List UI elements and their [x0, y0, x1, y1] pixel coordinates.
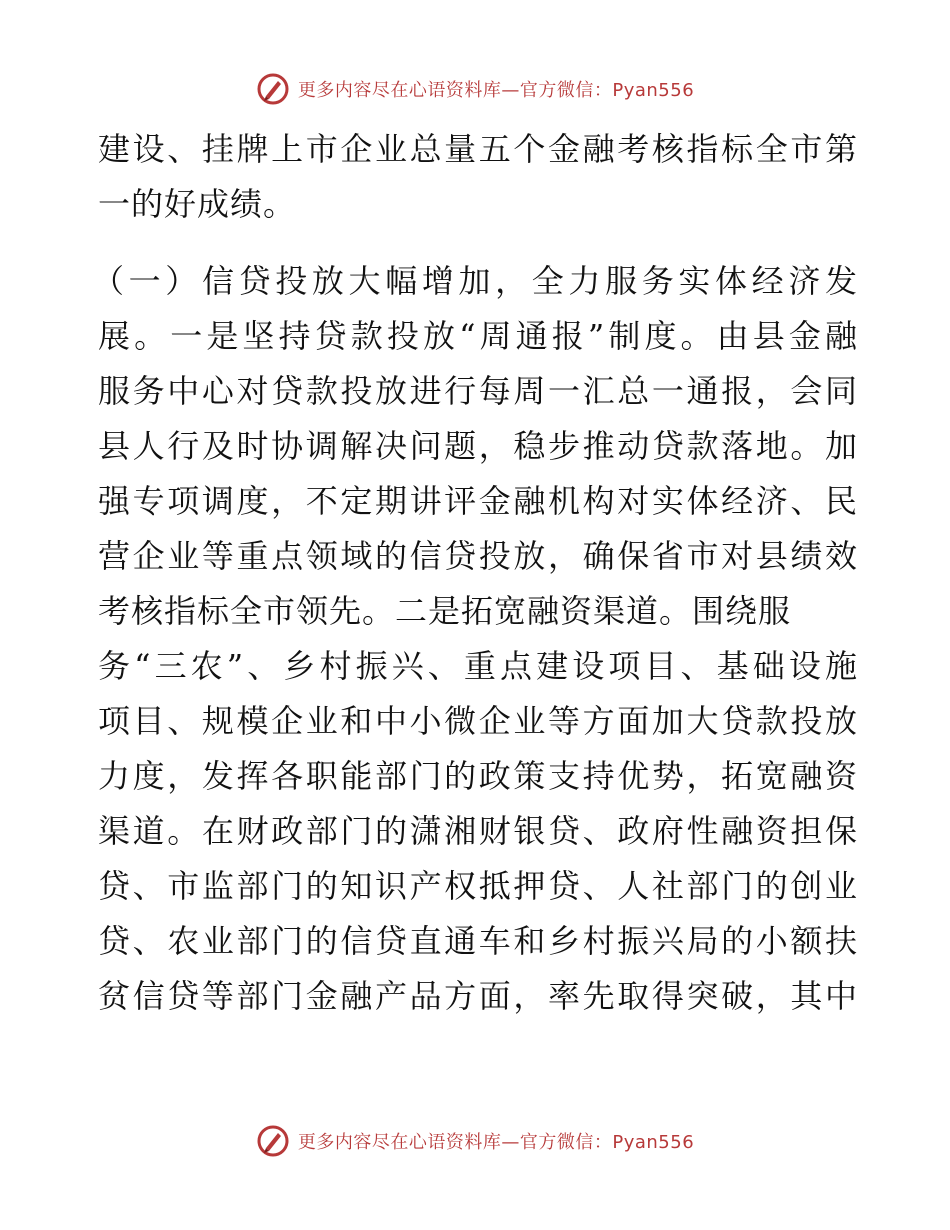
- document-body: [92, 122, 858, 1024]
- text-line: 营企业等重点领域的信贷投放，确保省市对县绩效: [98, 537, 858, 575]
- text-line: 考核指标全市领先。二是拓宽融资渠道。围绕服: [98, 592, 792, 630]
- watermark-text: 更多内容尽在心语资料库—官方微信：Pyan556: [297, 1132, 695, 1153]
- text-line: 展。一是坚持贷款投放“周通报”制度。由县金融: [98, 317, 858, 355]
- text-line: 强专项调度，不定期讲评金融机构对实体经济、民: [98, 482, 858, 520]
- paragraph-2: [92, 254, 858, 1024]
- text-line: 服务中心对贷款投放进行每周一汇总一通报，会同: [98, 372, 858, 410]
- text-line: 贷、市监部门的知识产权抵押贷、人社部门的创业: [98, 867, 858, 905]
- text-line: 务“三农”、乡村振兴、重点建设项目、基础设施: [98, 647, 858, 685]
- paragraph-1: [98, 122, 858, 232]
- text-line: 力度，发挥各职能部门的政策支持优势，拓宽融资: [98, 757, 858, 795]
- text-line: 一的好成绩。: [98, 185, 297, 223]
- pen-logo-icon: [256, 72, 290, 106]
- text-line: 贷、农业部门的信贷直通车和乡村振兴局的小额扶: [98, 922, 858, 960]
- text-line: 项目、规模企业和中小微企业等方面加大贷款投放: [98, 702, 858, 740]
- text-line: （一）信贷投放大幅增加，全力服务实体经济发: [92, 262, 858, 300]
- text-line: 建设、挂牌上市企业总量五个金融考核指标全市第: [98, 130, 858, 168]
- pen-logo-icon: [256, 1124, 290, 1158]
- watermark-text: 更多内容尽在心语资料库—官方微信：Pyan556: [297, 80, 695, 101]
- footer-watermark: [0, 1122, 950, 1160]
- text-line: 渠道。在财政部门的潇湘财银贷、政府性融资担保: [98, 812, 858, 850]
- text-line: 贫信贷等部门金融产品方面，率先取得突破，其中: [98, 977, 858, 1015]
- text-line: 县人行及时协调解决问题，稳步推动贷款落地。加: [98, 427, 858, 465]
- header-watermark: [0, 70, 950, 108]
